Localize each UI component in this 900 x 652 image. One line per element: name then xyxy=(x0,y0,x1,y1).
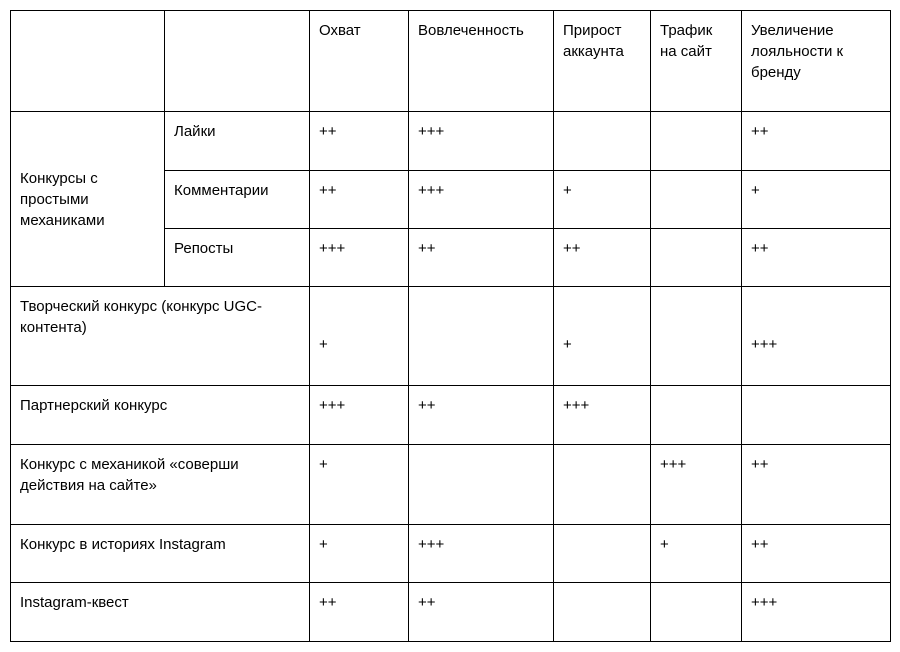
value-cell: +++ xyxy=(742,287,891,386)
table-row xyxy=(11,386,891,445)
table-row xyxy=(11,583,891,642)
subrow-label-cell: Лайки xyxy=(165,112,310,171)
value-cell: + xyxy=(310,445,409,525)
value-cell: + xyxy=(310,525,409,583)
header-cell-engagement: Вовлеченность xyxy=(409,11,554,112)
header-row xyxy=(11,11,891,112)
value-cell: ++ xyxy=(310,112,409,171)
value-cell: + xyxy=(554,287,651,386)
group-label-cell: Конкурсы с простыми механиками xyxy=(11,112,165,287)
header-cell-reach: Охват xyxy=(310,11,409,112)
value-cell: ++ xyxy=(742,112,891,171)
value-cell: ++ xyxy=(409,229,554,287)
value-cell xyxy=(651,583,742,642)
table-row xyxy=(11,445,891,525)
value-cell: + xyxy=(651,525,742,583)
table-row xyxy=(11,525,891,583)
value-cell: + xyxy=(742,171,891,229)
value-cell xyxy=(409,287,554,386)
value-cell: + xyxy=(310,287,409,386)
value-cell: +++ xyxy=(651,445,742,525)
value-cell: ++ xyxy=(310,583,409,642)
value-cell xyxy=(554,112,651,171)
header-cell-empty xyxy=(165,11,310,112)
value-cell: + xyxy=(554,171,651,229)
header-cell-account-growth: Прирост аккаунта xyxy=(554,11,651,112)
value-cell: +++ xyxy=(310,229,409,287)
value-cell xyxy=(742,386,891,445)
subrow-label-cell: Репосты xyxy=(165,229,310,287)
row-label-cell: Конкурс в историях Instagram xyxy=(11,525,310,583)
table-row xyxy=(11,287,891,386)
value-cell xyxy=(409,445,554,525)
value-cell xyxy=(554,583,651,642)
value-cell: ++ xyxy=(310,171,409,229)
value-cell: ++ xyxy=(742,445,891,525)
value-cell: +++ xyxy=(409,171,554,229)
value-cell xyxy=(554,445,651,525)
value-cell: +++ xyxy=(554,386,651,445)
value-cell xyxy=(651,229,742,287)
value-cell xyxy=(554,525,651,583)
value-cell xyxy=(651,287,742,386)
value-cell: +++ xyxy=(742,583,891,642)
value-cell: +++ xyxy=(409,525,554,583)
value-cell: ++ xyxy=(554,229,651,287)
comparison-table xyxy=(10,10,891,642)
value-cell: ++ xyxy=(742,525,891,583)
value-cell xyxy=(651,386,742,445)
value-cell xyxy=(651,171,742,229)
value-cell: ++ xyxy=(409,386,554,445)
header-cell-site-traffic: Трафик на сайт xyxy=(651,11,742,112)
value-cell xyxy=(651,112,742,171)
value-cell: ++ xyxy=(409,583,554,642)
value-cell: +++ xyxy=(409,112,554,171)
subrow-label-cell: Комментарии xyxy=(165,171,310,229)
value-cell: ++ xyxy=(742,229,891,287)
row-label-cell: Instagram-квест xyxy=(11,583,310,642)
header-cell-empty xyxy=(11,11,165,112)
row-label-cell: Конкурс с механикой «соверши действия на сайте» xyxy=(11,445,310,525)
table-row xyxy=(11,112,891,171)
row-label-cell: Творческий конкурс (конкурс UGC-контента) xyxy=(11,287,310,386)
row-label-cell: Партнерский конкурс xyxy=(11,386,310,445)
value-cell: +++ xyxy=(310,386,409,445)
header-cell-brand-loyalty: Увеличение лояльности к бренду xyxy=(742,11,891,112)
